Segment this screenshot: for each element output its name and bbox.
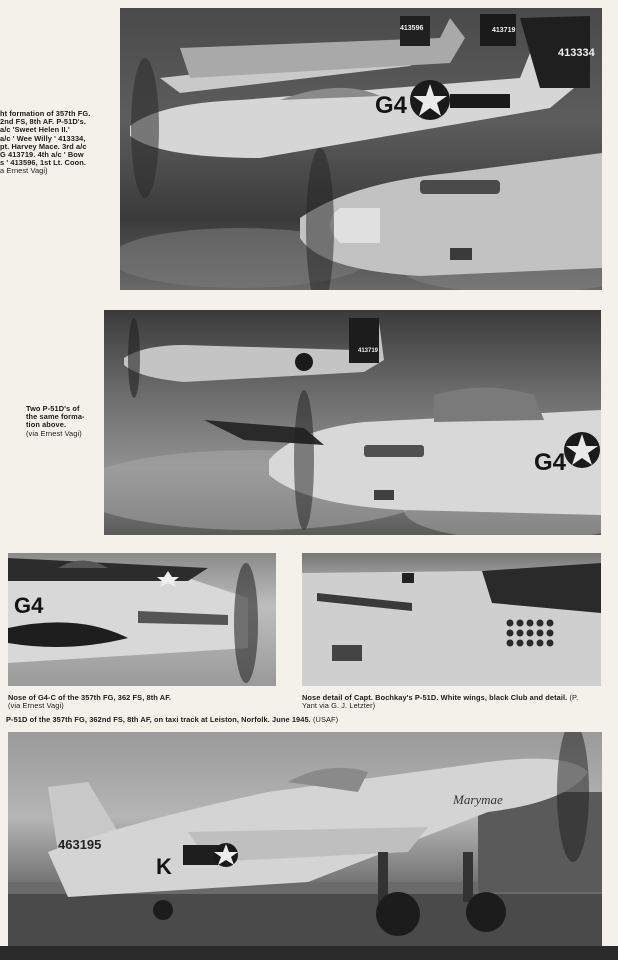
caption-text: Nose of G4-C of the 357th FG, 362 FS, 8th AF. bbox=[8, 693, 172, 702]
caption-line: G 413719. 4th a/c ' Bow bbox=[0, 150, 84, 160]
caption-line: the same forma- bbox=[26, 412, 85, 422]
bottom-serial: 463195 bbox=[58, 837, 102, 852]
code-g4: G4 bbox=[375, 92, 408, 119]
caption-line: a/c 'Sweet Helen II.' bbox=[0, 125, 70, 135]
caption-credit: (via Ernest Vagi) bbox=[26, 428, 82, 438]
caption-two-p51d bbox=[26, 405, 102, 438]
caption-line: Two P-51D's of bbox=[26, 404, 80, 413]
caption-line: pt. Harvey Mace. 3rd a/c bbox=[0, 141, 87, 151]
photo-nose-bochkay bbox=[302, 553, 601, 686]
caption-formation bbox=[0, 110, 118, 176]
serial-413334: 413334 bbox=[558, 47, 595, 59]
mid-code-g4: G4 bbox=[534, 449, 567, 476]
mid-serial-413719: 413719 bbox=[358, 348, 379, 354]
caption-text: Nose detail of Capt. Bochkay's P-51D. White wings, black Club and detail. bbox=[302, 693, 568, 702]
caption-line: a/c ' Wee Willy ' 413334, bbox=[0, 133, 86, 143]
caption-credit: (USAF) bbox=[313, 715, 339, 724]
caption-taxi-track bbox=[6, 716, 610, 724]
photo-formation-four-p51d bbox=[120, 8, 602, 290]
photo-taxi-track bbox=[8, 732, 602, 946]
caption-text: P-51D of the 357th FG, 362nd FS, 8th AF, on taxi track at Leiston, Norfolk. June 1945. bbox=[6, 715, 311, 724]
nose-bochkay-illustration bbox=[302, 553, 601, 686]
taxi-plane-illustration bbox=[8, 732, 602, 946]
caption-line: tion above. bbox=[26, 420, 67, 430]
caption-credit: (P. Yant via G. J. Letzter) bbox=[302, 693, 579, 711]
caption-line: s ' 413596, 1st Lt. Coon. bbox=[0, 158, 86, 168]
photo-nose-g4c bbox=[8, 553, 276, 686]
serial-413596: 413596 bbox=[400, 25, 424, 32]
caption-line: 2nd FS, 8th AF. P-51D's. bbox=[0, 117, 87, 127]
nose-g4c-illustration bbox=[8, 553, 276, 686]
photo-two-p51d bbox=[104, 310, 601, 535]
page-bottom-edge bbox=[0, 946, 618, 960]
two-planes-illustration bbox=[104, 310, 601, 535]
caption-credit: (via Ernest Vagi) bbox=[8, 701, 64, 711]
caption-nose-bochkay bbox=[302, 694, 592, 710]
caption-credit: a Ernest Vagi) bbox=[0, 166, 48, 176]
formation-illustration bbox=[120, 8, 602, 290]
caption-nose-g4c bbox=[8, 694, 276, 710]
nose-art-name: Marymae bbox=[453, 792, 503, 807]
nose-code-g4: G4 bbox=[14, 593, 44, 618]
bottom-code-k: K bbox=[156, 854, 172, 879]
caption-line: ht formation of 357th FG. bbox=[0, 109, 91, 118]
serial-413719: 413719 bbox=[492, 27, 516, 34]
